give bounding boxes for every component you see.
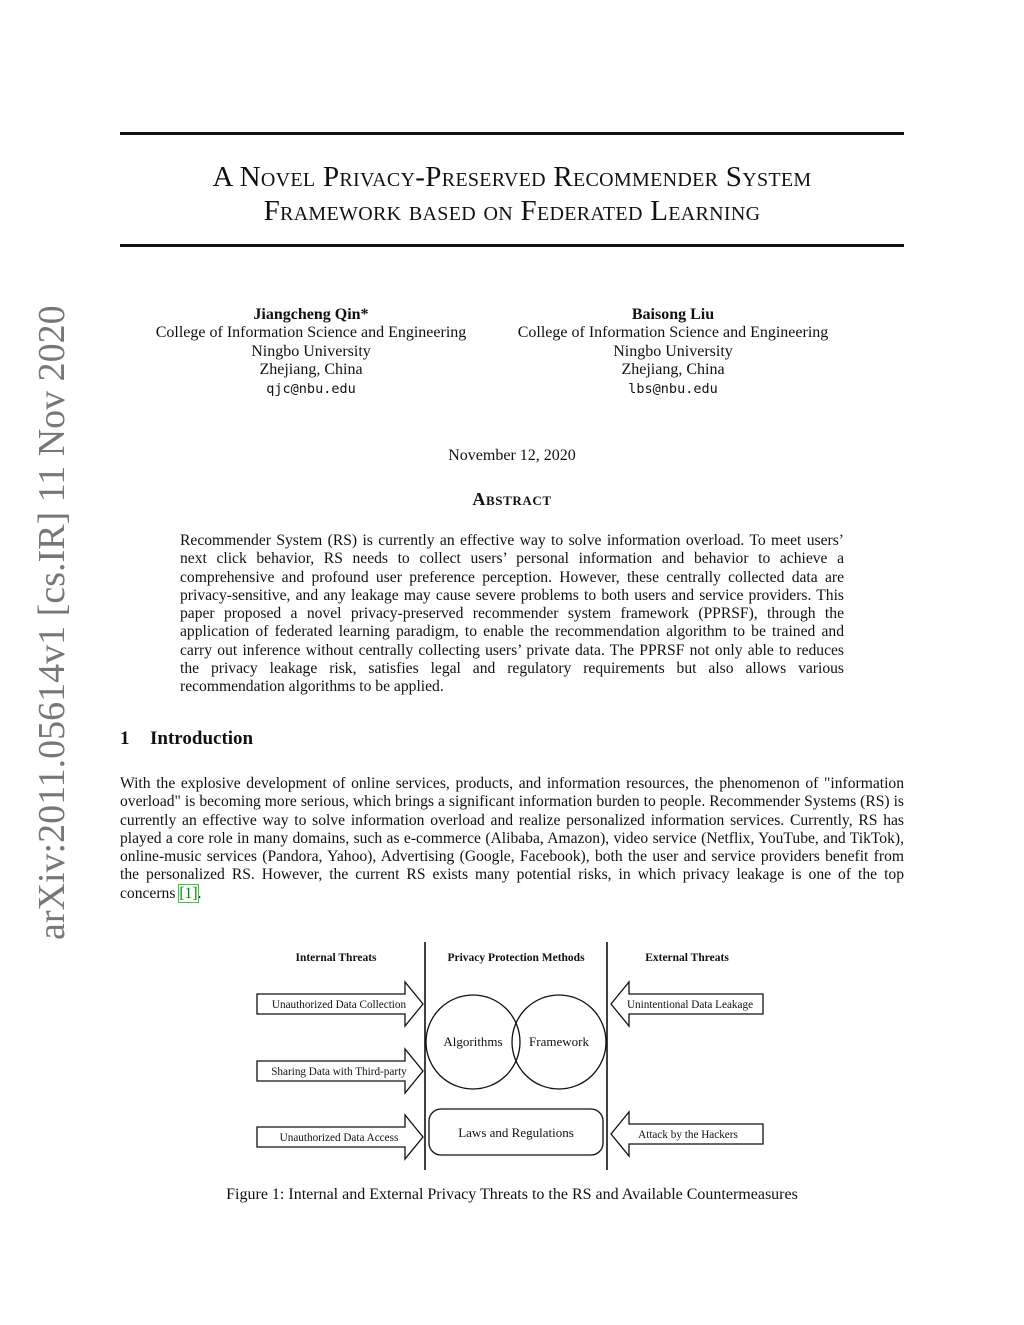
- abstract-heading: Abstract: [472, 489, 552, 509]
- section-number: 1: [120, 728, 130, 749]
- col-methods-header: Privacy Protection Methods: [447, 952, 585, 964]
- author-university: Ningbo University: [613, 342, 733, 360]
- author-university: Ningbo University: [251, 342, 371, 360]
- framework-label: Framework: [529, 1034, 589, 1049]
- author-email[interactable]: lbs@nbu.edu: [628, 380, 718, 397]
- internal-threat-label: Unauthorized Data Collection: [271, 999, 407, 1011]
- citation-link[interactable]: [1]: [179, 884, 198, 902]
- author-affiliation: College of Information Science and Engineering: [155, 324, 467, 342]
- author-location: Zhejiang, China: [259, 361, 363, 379]
- internal-threat-label: Sharing Data with Third-party: [271, 1066, 407, 1078]
- title-line-1: A Novel Privacy-Preserved Recommender System: [212, 161, 812, 193]
- col-internal-header: Internal Threats: [295, 952, 377, 964]
- title-line-2: Framework based on Federated Learning: [263, 195, 761, 227]
- section-title: Introduction: [150, 728, 254, 749]
- arxiv-side-label: arXiv:2011.05614v1 [cs.IR] 11 Nov 2020: [31, 305, 73, 940]
- laws-label: Laws and Regulations: [458, 1125, 574, 1140]
- algorithms-label: Algorithms: [443, 1034, 503, 1049]
- figure-caption: Figure 1: Internal and External Privacy Threats to the RS and Available Countermeasures: [226, 1186, 798, 1203]
- author-email[interactable]: qjc@nbu.edu: [266, 380, 356, 397]
- author-name: Jiangcheng Qin*: [253, 306, 369, 323]
- intro-text: With the explosive development of online services, products, and information resources, the phenomenon of "information overload" is becoming more serious, which brings a significant information burden to people. Recommender Systems (RS) is currently an effective way to solve information overload and realize personalized information services. Currently, RS has played a core role in many domains, such as e-commerce (Alibaba, Amazon), video service (Netflix, YouTube, and TikTok), online-music services (Pandora, Yahoo), Advertising (Google, Facebook), both the user and service providers benefit from the personalized RS. However, the current RS exists many potential risks, in which privacy leakage is one of the top concerns: [120, 775, 904, 902]
- internal-threat-label: Unauthorized Data Access: [279, 1132, 399, 1144]
- publication-date: November 12, 2020: [448, 447, 576, 464]
- intro-end: .: [197, 884, 202, 902]
- author-location: Zhejiang, China: [621, 361, 725, 379]
- external-threat-label: Unintentional Data Leakage: [626, 999, 754, 1011]
- author-affiliation: College of Information Science and Engineering: [517, 324, 829, 342]
- abstract-text: Recommender System (RS) is currently an effective way to solve information overload. To meet users’ next click behavior, RS needs to collect users’ personal information and behavior to achieve a comprehensive and profound user preference perception. However, these centrally collected data are privacy-sensitive, and any leakage may cause severe problems to both users and service providers. This paper proposed a novel privacy-preserved recommender system framework (PPRSF), through the application of federated learning paradigm, to enable the recommendation algorithm to be trained and carry out inference without centrally collecting users’ private data. The PPRSF not only able to reduces the privacy leakage risk, satisfies legal and regulatory requirements but also allows various recommendation algorithms to be applied.: [180, 532, 844, 696]
- author-name: Baisong Liu: [631, 306, 715, 323]
- col-external-header: External Threats: [645, 952, 729, 964]
- external-threat-label: Attack by the Hackers: [638, 1129, 738, 1141]
